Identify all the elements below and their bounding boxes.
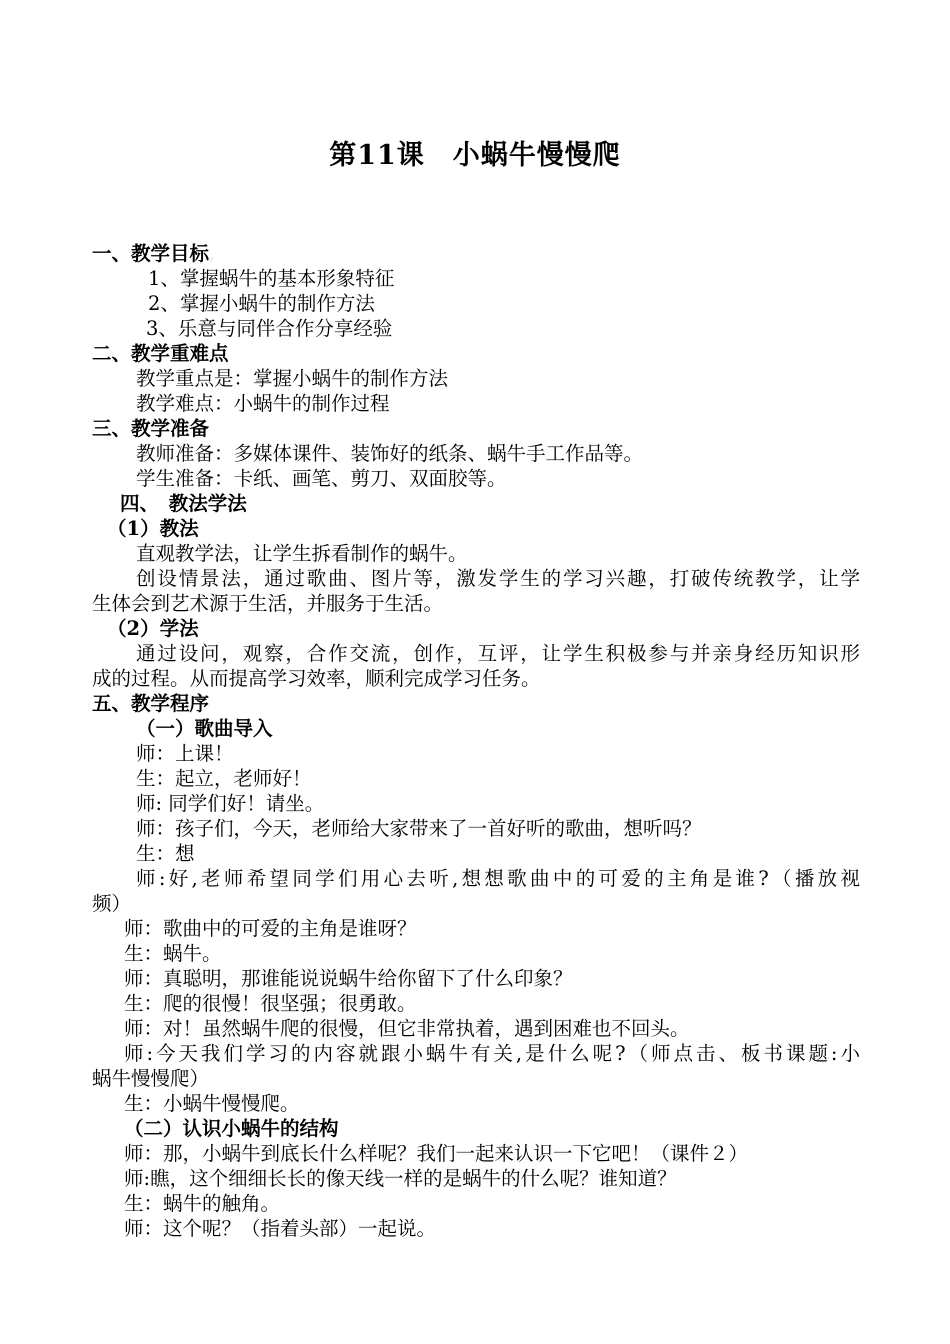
student-prep-line: 学生准备：卡纸、画笔、剪刀、双面胶等。 xyxy=(136,467,507,490)
dialogue-line: 师：那，小蜗牛到底长什么样呢？我们一起来认识一下它吧！（课件２） xyxy=(124,1142,749,1165)
goal-item: 1、掌握蜗牛的基本形象特征 xyxy=(148,267,395,290)
key-point-line: 教学重点是：掌握小蜗牛的制作方法 xyxy=(136,367,449,390)
dialogue-line: 生：想 xyxy=(136,842,195,865)
page-title: 第11课 小蜗牛慢慢爬 xyxy=(329,140,621,171)
dialogue-line: 蜗牛慢慢爬） xyxy=(92,1067,210,1090)
difficulty-line: 教学难点：小蜗牛的制作过程 xyxy=(136,392,390,415)
dialogue-line: 师：歌曲中的可爱的主角是谁呀？ xyxy=(124,917,417,940)
dialogue-line: 师：孩子们，今天，老师给大家带来了一首好听的歌曲，想听吗？ xyxy=(136,817,702,840)
dialogue-line: 师：真聪明，那谁能说说蜗牛给你留下了什么印象？ xyxy=(124,967,573,990)
dialogue-line: 生：蜗牛。 xyxy=(124,942,222,965)
subheading-snail-structure: （二）认识小蜗牛的结构 xyxy=(124,1117,339,1140)
subheading-song-intro: （一）歌曲导入 xyxy=(136,717,273,740)
section-heading-text: 一、教学目标 xyxy=(92,242,210,265)
goal-item: 2、掌握小蜗牛的制作方法 xyxy=(148,292,375,315)
paragraph-mark: 。 xyxy=(209,249,223,264)
dialogue-line: 频） xyxy=(92,892,132,915)
dialogue-line: 生：爬的很慢！很坚强；很勇敢。 xyxy=(124,992,417,1015)
section-heading-goals xyxy=(92,241,222,269)
subheading-learning-method: （2）学法 xyxy=(107,617,199,640)
dialogue-line: 师：对！虽然蜗牛爬的很慢，但它非常执着，遇到困难也不回头。 xyxy=(124,1017,690,1040)
paragraph-line: 通过设问，观察，合作交流，创作，互评，让学生积极参与并亲身经历知识形 xyxy=(136,642,860,665)
dialogue-line: 师: 同学们好！请坐。 xyxy=(136,792,325,815)
paragraph-line: 直观教学法，让学生拆看制作的蜗牛。 xyxy=(136,542,468,565)
dialogue-line: 师:瞧，这个细细长长的像天线一样的是蜗牛的什么呢？谁知道？ xyxy=(124,1167,677,1190)
paragraph-line: 生体会到艺术源于生活，并服务于生活。 xyxy=(92,592,444,615)
dialogue-line: 师:今天我们学习的内容就跟小蜗牛有关,是什么呢?（师点击、板书课题:小 xyxy=(124,1042,860,1065)
subheading-teaching-method: （1）教法 xyxy=(107,517,199,540)
dialogue-line: 生：起立，老师好！ xyxy=(136,767,312,790)
section-heading-preparation: 三、教学准备 xyxy=(92,417,210,440)
dialogue-line: 师：上课！ xyxy=(136,742,234,765)
dialogue-line: 师:好,老师希望同学们用心去听,想想歌曲中的可爱的主角是谁?（播放视 xyxy=(136,867,860,890)
dialogue-line: 生：小蜗牛慢慢爬。 xyxy=(124,1092,300,1115)
section-heading-methods: 四、 教法学法 xyxy=(120,492,247,515)
dialogue-line: 师：这个呢？（指着头部）一起说。 xyxy=(124,1217,437,1240)
paragraph-line: 创设情景法，通过歌曲、图片等，激发学生的学习兴趣，打破传统教学，让学 xyxy=(136,567,860,590)
dialogue-line: 生：蜗牛的触角。 xyxy=(124,1192,281,1215)
goal-item: 3、乐意与同伴合作分享经验 xyxy=(146,317,393,340)
section-heading-procedure: 五、教学程序 xyxy=(92,692,210,715)
paragraph-line: 成的过程。从而提高学习效率，顺利完成学习任务。 xyxy=(92,667,541,690)
section-heading-key-points: 二、教学重难点 xyxy=(92,342,229,365)
teacher-prep-line: 教师准备：多媒体课件、装饰好的纸条、蜗牛手工作品等。 xyxy=(136,442,644,465)
